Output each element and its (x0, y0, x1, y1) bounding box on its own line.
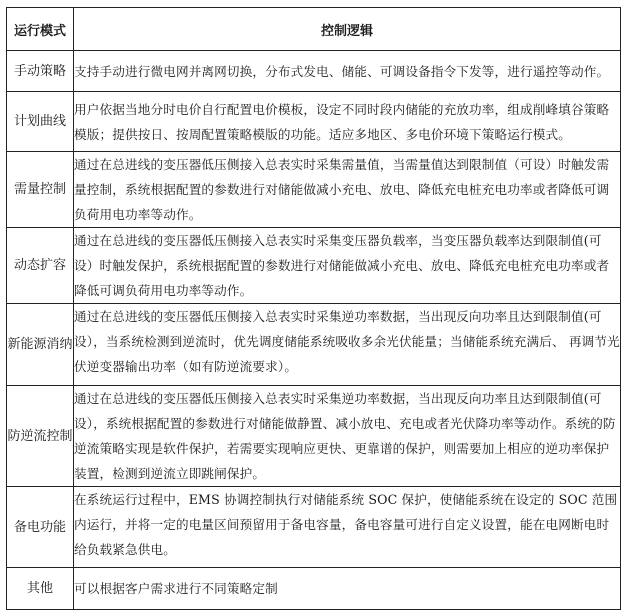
header-mode: 运行模式 (7, 8, 74, 51)
row-mode-anti-backflow: 防逆流控制 (7, 386, 74, 487)
table-row (7, 51, 621, 92)
row-mode-renewable: 新能源消纳 (7, 304, 74, 386)
table-row (7, 228, 621, 304)
operation-mode-table (6, 7, 621, 610)
table-row (7, 304, 621, 386)
row-mode-other: 其他 (7, 568, 74, 610)
table-row (7, 386, 621, 487)
row-logic-renewable: 通过在总进线的变压器低压侧接入总表实时采集逆功率数据，当出现反向功率且达到限制值(可设），当系统检测到逆流时，优先调度储能系统吸收多余光伏能量；当储能系统充满后、 再调节光伏逆变器输出功率（如有防逆流要求）。 (74, 304, 621, 386)
table-row (7, 152, 621, 228)
table-header-row (7, 8, 621, 51)
table-row (7, 92, 621, 152)
row-mode-dynamic-expansion: 动态扩容 (7, 228, 74, 304)
row-logic-anti-backflow: 通过在总进线的变压器低压侧接入总表实时采集逆功率数据，当出现反向功率且达到限制值(可设），系统根据配置的参数进行对储能做静置、减小放电、充电或者光伏降功率等动作。系统的防逆流策略实现是软件保护，若需要实现响应更快、更靠谱的保护，则需要加上相应的逆功率保护装置，检测到逆流立即跳闸保护。 (74, 386, 621, 487)
table-row (7, 487, 621, 568)
row-logic-manual: 支持手动进行微电网并离网切换，分布式发电、储能、可调设备指令下发等，进行遥控等动作。 (74, 51, 621, 92)
row-logic-demand: 通过在总进线的变压器低压侧接入总表实时采集需量值，当需量值达到限制值（可设）时触发需量控制，系统根据配置的参数进行对储能做减小充电、放电、降低充电桩充电功率或者降低可调负荷用电功率等动作。 (74, 152, 621, 228)
row-mode-backup-power: 备电功能 (7, 487, 74, 568)
table-row (7, 568, 621, 610)
row-mode-manual: 手动策略 (7, 51, 74, 92)
row-mode-demand: 需量控制 (7, 152, 74, 228)
row-logic-schedule: 用户依据当地分时电价自行配置电价模板，设定不同时段内储能的充放功率，组成削峰填谷策略模版；提供按日、按周配置策略模版的功能。适应多地区、多电价环境下策略运行模式。 (74, 92, 621, 152)
row-mode-schedule: 计划曲线 (7, 92, 74, 152)
header-logic: 控制逻辑 (74, 8, 621, 51)
row-logic-backup-power: 在系统运行过程中，EMS 协调控制执行对储能系统 SOC 保护，使储能系统在设定的 SOC 范围内运行，并将一定的电量区间预留用于备电容量，备电容量可进行自定义设置，能在电网断电时给负载紧急供电。 (74, 487, 621, 568)
row-logic-dynamic-expansion: 通过在总进线的变压器低压侧接入总表实时采集变压器负载率，当变压器负载率达到限制值(可设）时触发保护，系统根据配置的参数进行对储能做减小充电、放电、降低充电桩充电功率或者降低可调负荷用电功率等动作。 (74, 228, 621, 304)
row-logic-other: 可以根据客户需求进行不同策略定制 (74, 568, 621, 610)
